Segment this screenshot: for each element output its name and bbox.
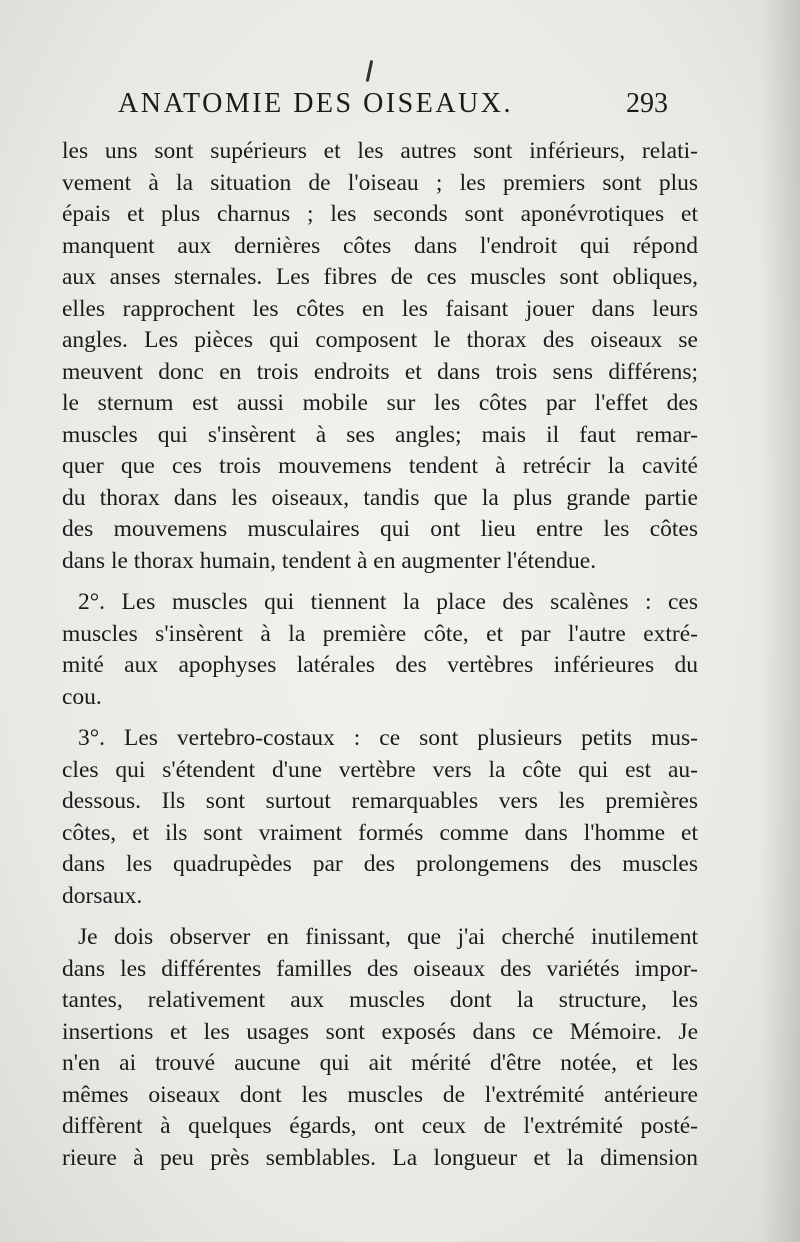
text-line: mité aux apophyses latérales des vertèbres inférieures du [62,652,698,678]
text-line: les uns sont supérieurs et les autres sont inférieurs, relati- [62,138,698,164]
text-line: cou. [62,683,102,710]
text-line: vement à la situation de l'oiseau ; les premiers sont plus [62,169,698,196]
text-line: diffèrent à quelques égards, ont ceux de l'extrémité posté- [62,1113,698,1139]
text-line: cles qui s'étendent d'une vertèbre vers la côte qui est au- [62,756,698,783]
text-line: 3°. Les vertebro-costaux : ce sont plusieurs petits mus- [78,725,698,751]
text-line: meuvent donc en trois endroits et dans trois sens différens; [62,358,698,385]
text-line: épais et plus charnus ; les seconds sont aponévrotiques et [62,201,698,227]
paragraph [62,136,698,577]
text-line: dans le thorax humain, tendent à en augmenter l'étendue. [62,547,597,574]
text-line: angles. Les pièces qui composent le thorax des oiseaux se [62,327,698,353]
text-line: quer que ces trois mouvemens tendent à retrécir la cavité [62,453,698,479]
paragraph [62,922,698,1174]
text-line: elles rapprochent les côtes en les faisant jouer dans leurs [62,295,698,322]
text-line: tantes, relativement aux muscles dont la structure, les [62,987,698,1013]
text-line: muscles s'insèrent à la première côte, et par l'autre extré- [62,620,698,647]
text-line: manquent aux dernières côtes dans l'endroit qui répond [62,232,698,259]
text-line: dans les différentes familles des oiseaux des variétés impor- [62,955,698,982]
page-edge-shadow [760,0,800,1242]
text-line: 2°. Les muscles qui tiennent la place des scalènes : ces [78,589,698,615]
text-line: aux anses sternales. Les fibres de ces muscles sont obliques, [62,264,698,290]
text-line: dorsaux. [62,882,143,909]
text-line: n'en ai trouvé aucune qui ait mérité d'être notée, et les [62,1050,698,1076]
text-line: dessous. Ils sont surtout remarquables vers les premières [62,788,698,814]
running-title: ANATOMIE DES OISEAUX. [118,88,513,119]
text-line: muscles qui s'insèrent à ses angles; mais il faut remar- [62,421,698,448]
text-line: côtes, et ils sont vraiment formés comme dans l'homme et [62,819,698,846]
body-text [62,136,698,1174]
text-line: des mouvemens musculaires qui ont lieu entre les côtes [62,516,698,542]
page-number: 293 [626,88,668,119]
text-line: insertions et les usages sont exposés dans ce Mémoire. Je [62,1018,698,1045]
text-line: Je dois observer en finissant, que j'ai cherché inutilement [78,924,698,950]
text-line: rieure à peu près semblables. La longueur et la dimension [62,1144,698,1171]
text-line: le sternum est aussi mobile sur les côtes par l'effet des [62,390,698,416]
page-header [118,88,668,128]
paragraph [62,587,698,713]
text-line: du thorax dans les oiseaux, tandis que la plus grande partie [62,484,698,511]
text-line: mêmes oiseaux dont les muscles de l'extrémité antérieure [62,1081,698,1108]
ink-mark [366,60,374,82]
paragraph [62,723,698,912]
text-line: dans les quadrupèdes par des prolongemens des muscles [62,851,698,877]
